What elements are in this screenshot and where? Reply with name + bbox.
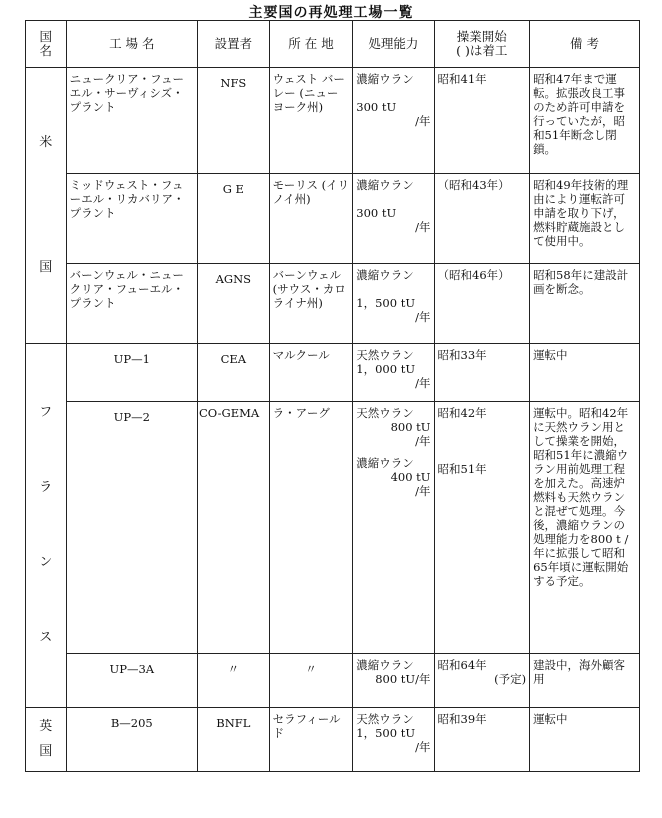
- capacity: 濃縮ウラン 300 tU /年: [353, 68, 434, 174]
- table-title: 主要国の再処理工場一覧: [248, 5, 414, 21]
- capacity: 天然ウラン 800 tU /年 濃縮ウラン 400 tU /年: [353, 402, 434, 654]
- notes: 建設中，海外顧客用: [530, 654, 640, 708]
- header-notes: 備 考: [530, 21, 640, 68]
- table-row: [26, 344, 640, 402]
- owner: NFS: [198, 68, 270, 174]
- location: 〃: [269, 654, 353, 708]
- ops-start: （昭和43年）: [434, 174, 530, 264]
- plant-name: UP—2: [66, 402, 197, 654]
- plant-name: ニュークリア・フューエル・サーヴィシズ・プラント: [66, 68, 197, 174]
- location: ラ・アーグ: [269, 402, 353, 654]
- table-row: [26, 654, 640, 708]
- header-location: 所 在 地: [269, 21, 353, 68]
- notes: 昭和49年技術的理由により運転許可申請を取り下げ，燃料貯蔵施設として使用中。: [530, 174, 640, 264]
- notes: 運転中: [530, 708, 640, 772]
- ops-start: 昭和42年 昭和51年: [434, 402, 530, 654]
- owner: 〃: [198, 654, 270, 708]
- ops-start: （昭和46年）: [434, 264, 530, 344]
- location: ウェスト バーレー (ニューヨーク州): [269, 68, 353, 174]
- header-country: 国 名: [26, 21, 67, 68]
- plant-name: UP—3A: [66, 654, 197, 708]
- capacity: 濃縮ウラン 1，500 tU /年: [353, 264, 434, 344]
- owner: CEA: [198, 344, 270, 402]
- ops-start: 昭和64年 (予定): [434, 654, 530, 708]
- country-uk: 英 国: [26, 708, 67, 772]
- location: バーンウェル (サウス・カロライナ州): [269, 264, 353, 344]
- owner: AGNS: [198, 264, 270, 344]
- table-row: [26, 708, 640, 772]
- header-capacity: 処理能力: [353, 21, 434, 68]
- location: セラフィールド: [269, 708, 353, 772]
- ops-start: 昭和39年: [434, 708, 530, 772]
- header-row: [26, 21, 640, 68]
- country-france: フ ラ ン ス: [26, 344, 67, 708]
- owner: G E: [198, 174, 270, 264]
- table-row: [26, 264, 640, 344]
- header-plant: 工 場 名: [66, 21, 197, 68]
- reprocessing-plants-table: [25, 20, 640, 772]
- capacity: 濃縮ウラン 300 tU /年: [353, 174, 434, 264]
- plant-name: ミッドウェスト・フューエル・リカバリア・プラント: [66, 174, 197, 264]
- table-row: [26, 174, 640, 264]
- table-row: [26, 68, 640, 174]
- ops-start: 昭和33年: [434, 344, 530, 402]
- ops-start: 昭和41年: [434, 68, 530, 174]
- plant-name: UP—1: [66, 344, 197, 402]
- notes: 運転中: [530, 344, 640, 402]
- header-owner: 設置者: [198, 21, 270, 68]
- country-usa: 米 国: [26, 68, 67, 344]
- notes: 昭和47年まで運転。拡張改良工事のため許可申請を行っていたが，昭和51年断念し閉鎖。: [530, 68, 640, 174]
- location: モーリス (イリノイ州): [269, 174, 353, 264]
- capacity: 天然ウラン 1，500 tU /年: [353, 708, 434, 772]
- owner: CO-GEMA: [198, 402, 270, 654]
- notes: 運転中。昭和42年に天然ウラン用として操業を開始，昭和51年に濃縮ウラン用前処理工程を加えた。高速炉燃料も天然ウランと混ぜて処理。今後，濃縮ウランの処理能力を800 t /年に拡張して昭和65年頃に運転開始する予定。: [530, 402, 640, 654]
- plant-name: バーンウェル・ニュークリア・フューエル・プラント: [66, 264, 197, 344]
- owner: BNFL: [198, 708, 270, 772]
- table-row: [26, 402, 640, 654]
- location: マルクール: [269, 344, 353, 402]
- notes: 昭和58年に建設計画を断念。: [530, 264, 640, 344]
- plant-name: B—205: [66, 708, 197, 772]
- capacity: 天然ウラン 1，000 tU /年: [353, 344, 434, 402]
- header-ops: 操業開始 ( )は着工: [434, 21, 530, 68]
- capacity: 濃縮ウラン 800 tU/年: [353, 654, 434, 708]
